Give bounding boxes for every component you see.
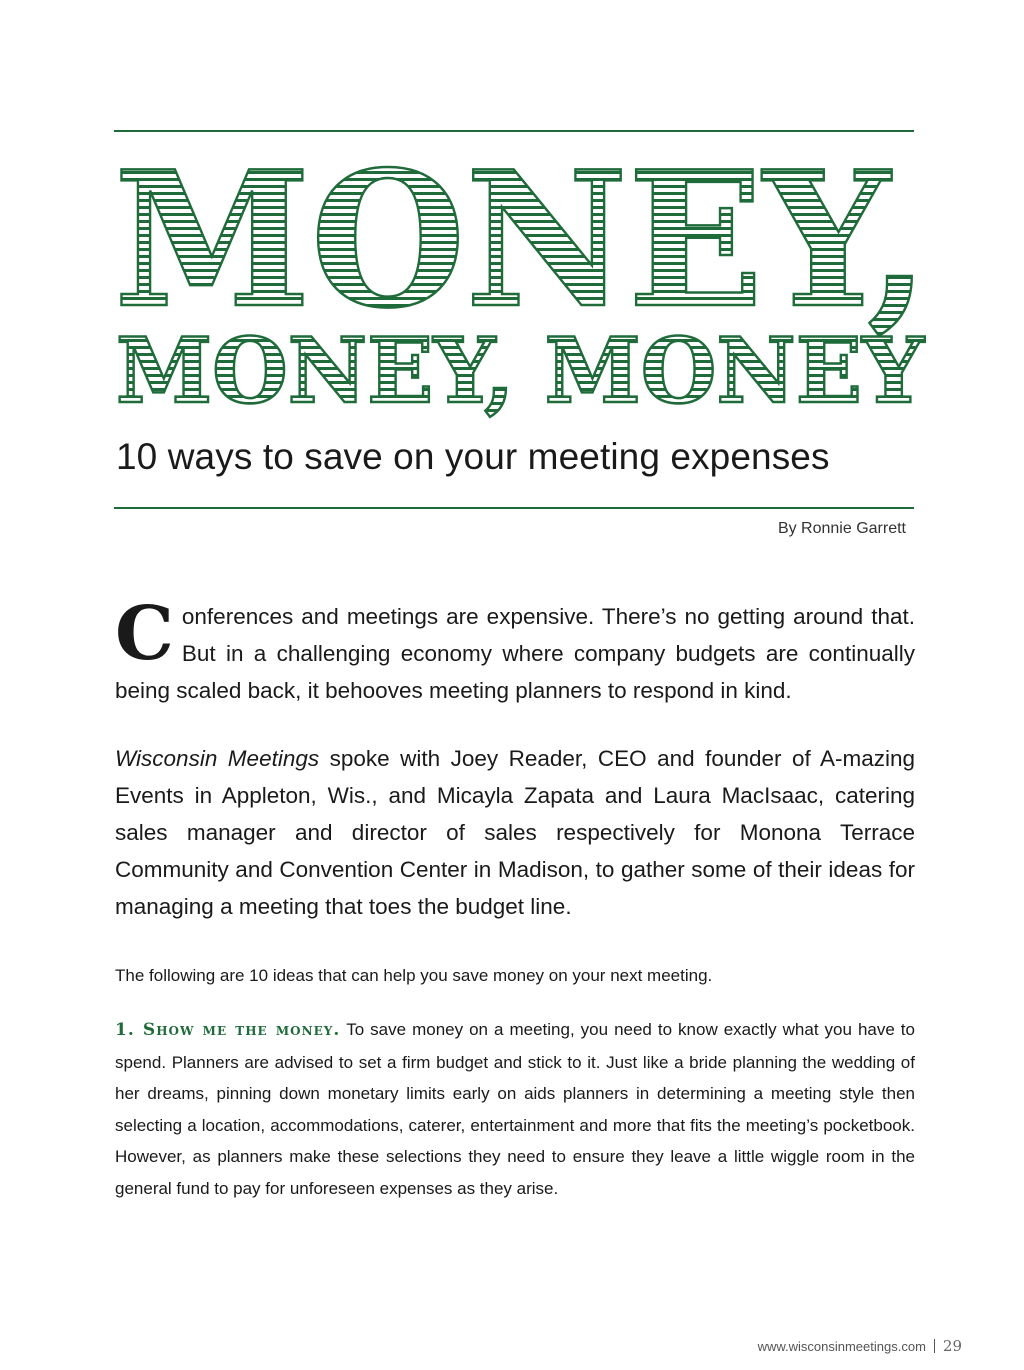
dropcap: C [115, 591, 174, 677]
headline-line1: MONEY, [114, 150, 929, 349]
lead-text: onferences and meetings are expensive. There’s no getting around that. But in a challenging economy where company budgets are continually being scaled back, it behooves meeting planners to respond in kind. [115, 604, 915, 703]
footer [758, 1337, 962, 1355]
tip-1-heading: 1. Show me the money. [115, 1020, 341, 1040]
footer-url: www.wisconsinmeetings.com [757, 1339, 926, 1354]
tip-1-text: To save money on a meeting, you need to know exactly what you have to spend. Planners are advised to set a firm budget and stick to it. Just like a bride planning the wedding of her dreams, pinning down monetary limits early on aids planners in determining a meeting style then selecting a location, accommodations, caterer, entertainment and more that fits the meeting’s pocketbook. However, as planners make these selections they need to ensure they leave a little wiggle room in the general fund to pay for unforeseen expenses as they arise. [115, 1020, 915, 1198]
lead-paragraph [115, 591, 915, 709]
tip-1 [115, 1014, 915, 1204]
subtitle: 10 ways to save on your meeting expenses [116, 436, 830, 477]
paragraph-2-text: spoke with Joey Reader, CEO and founder of A-mazing Events in Appleton, Wis., and Micayla Zapata and Laura MacIsaac, catering sales manager and director of sales respectively for Monona Terrace Community and Convention Center in Madison, to gather some of their ideas for managing a meeting that toes the budget line. [115, 746, 915, 919]
bottom-rule [114, 507, 914, 509]
publication-name: Wisconsin Meetings [115, 746, 320, 771]
headline [112, 150, 932, 450]
paragraph-2 [115, 740, 915, 925]
byline: By Ronnie Garrett [777, 520, 906, 537]
page-number: 29 [942, 1337, 962, 1355]
headline-line2: MONEY, MONEY [116, 318, 926, 424]
top-rule [114, 130, 914, 132]
paragraph-3: The following are 10 ideas that can help you save money on your next meeting. [115, 966, 713, 985]
footer-divider [934, 1339, 935, 1353]
